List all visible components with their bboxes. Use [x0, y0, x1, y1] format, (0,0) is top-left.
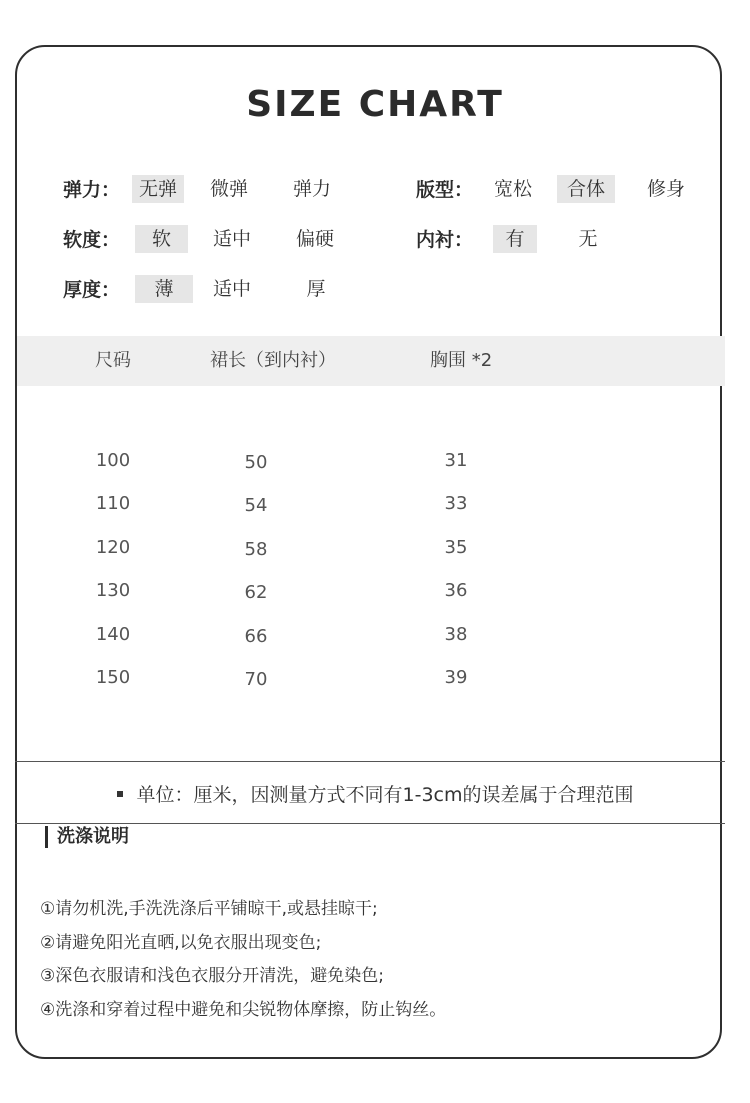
table-cell: 39: [444, 667, 468, 688]
softness-label: 软度：: [63, 229, 121, 251]
table-cell: 110: [95, 493, 131, 514]
table-cell: 70: [244, 669, 268, 690]
washing-title: 洗涤说明: [45, 826, 129, 848]
table-cell: 54: [244, 495, 268, 516]
table-cell: 130: [95, 580, 131, 601]
table-cell: 66: [244, 626, 268, 647]
washing-line: ④洗涤和穿着过程中避免和尖锐物体摩擦，防止钩丝。: [40, 1000, 447, 1020]
washing-line: ③深色衣服请和浅色衣服分开清洗，避免染色;: [40, 966, 384, 986]
washing-line: ②请避免阳光直晒,以免衣服出现变色;: [40, 933, 322, 953]
softness-option-soft: 软: [135, 225, 188, 253]
lining-option-yes: 有: [493, 225, 537, 253]
elasticity-option-slight: 微弹: [209, 178, 248, 200]
lining-label: 内衬：: [416, 229, 474, 251]
table-cell: 58: [244, 539, 268, 560]
table-cell: 33: [444, 493, 468, 514]
table-cell: 150: [95, 667, 131, 688]
table-cell: 50: [244, 452, 268, 473]
washing-line: ①请勿机洗,手洗洗涤后平铺晾干,或悬挂晾干;: [40, 899, 378, 919]
softness-option-stiff: 偏硬: [295, 228, 334, 250]
table-cell: 31: [444, 450, 468, 471]
fit-option-slim: 修身: [646, 178, 685, 200]
table-cell: 38: [444, 624, 468, 645]
fit-label: 版型：: [416, 179, 474, 201]
page-title: SIZE CHART: [246, 84, 504, 125]
elasticity-option-none: 无弹: [132, 175, 184, 203]
thickness-option-medium: 适中: [212, 278, 251, 300]
table-cell: 35: [444, 537, 468, 558]
lining-option-no: 无: [578, 228, 598, 250]
softness-option-medium: 适中: [212, 228, 251, 250]
elasticity-label: 弹力：: [63, 179, 121, 201]
fit-option-regular: 合体: [557, 175, 615, 203]
unit-note: [0, 780, 750, 807]
divider-bottom: [15, 823, 725, 824]
header-chest: 胸围 *2: [430, 350, 493, 371]
thickness-option-thick: 厚: [306, 278, 326, 300]
fit-option-loose: 宽松: [493, 178, 532, 200]
thickness-label: 厚度：: [63, 279, 121, 301]
table-cell: 36: [444, 580, 468, 601]
unit-note-text: 单位：厘米，因测量方式不同有1-3cm的误差属于合理范围: [136, 784, 634, 806]
header-size: 尺码: [95, 350, 131, 371]
table-cell: 140: [95, 624, 131, 645]
elasticity-option-elastic: 弹力: [292, 178, 331, 200]
header-skirt-length: 裙长（到内衬）: [210, 350, 336, 371]
divider-top: [15, 761, 725, 762]
thickness-option-thin: 薄: [135, 275, 193, 303]
table-cell: 62: [244, 582, 268, 603]
bullet-icon: [117, 791, 123, 797]
table-cell: 120: [95, 537, 131, 558]
table-cell: 100: [95, 450, 131, 471]
